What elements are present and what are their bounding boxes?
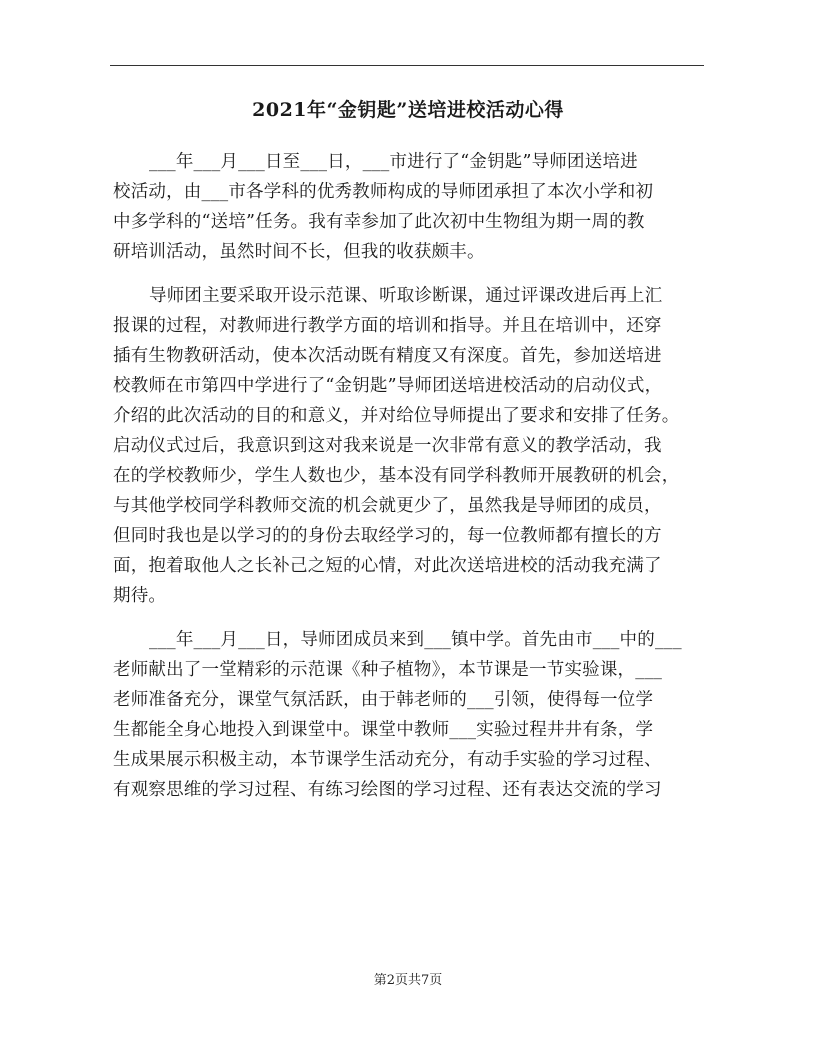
- paragraph-line: 校教师在市第四中学进行了“金钥匙”导师团送培进校活动的启动仪式，: [113, 376, 663, 396]
- paragraph-line: 面，抱着取他人之长补己之短的心情，对此次送培进校的活动我充满了: [113, 556, 662, 576]
- paragraph-line: 插有生物教研活动，使本次活动既有精度又有深度。首先，参加送培进: [113, 346, 662, 366]
- paragraph-line: 老师准备充分，课堂气氛活跃，由于韩老师的___引领，使得每一位学: [113, 690, 654, 710]
- page-number: 第2页共7页: [373, 973, 443, 988]
- document-body: [113, 147, 703, 819]
- paragraph-1: [113, 147, 703, 267]
- paragraph-line: ___年___月___日，导师团成员来到___镇中学。首先由市___中的___: [149, 630, 682, 650]
- paragraph-line: 在的学校教师少，学生人数也少，基本没有同学科教师开展教研的机会，: [113, 466, 680, 486]
- paragraph-2: [113, 281, 703, 611]
- paragraph-line: 期待。: [113, 586, 167, 606]
- document-title: 2021年“金钥匙”送培进校活动心得: [252, 99, 564, 121]
- paragraph-3: [113, 625, 703, 805]
- paragraph-line: 中多学科的“送培”任务。我有幸参加了此次初中生物组为期一周的教: [113, 212, 645, 232]
- paragraph-line: 导师团主要采取开设示范课、听取诊断课，通过评课改进后再上汇: [149, 286, 663, 306]
- paragraph-line: ___年___月___日至___日，___市进行了“金钥匙”导师团送培进: [149, 152, 638, 172]
- paragraph-line: 与其他学校同学科教师交流的机会就更少了，虽然我是导师团的成员，: [113, 496, 662, 516]
- paragraph-line: 校活动，由___市各学科的优秀教师构成的导师团承担了本次小学和初: [113, 182, 654, 202]
- paragraph-line: 但同时我也是以学习的的身份去取经学习的，每一位教师都有擅长的方: [113, 526, 662, 546]
- paragraph-line: 有观察思维的学习过程、有练习绘图的学习过程、还有表达交流的学习: [113, 780, 662, 800]
- header-rule: [110, 65, 704, 66]
- paragraph-line: 报课的过程，对教师进行教学方面的培训和指导。并且在培训中，还穿: [113, 316, 662, 336]
- paragraph-line: 启动仪式过后，我意识到这对我来说是一次非常有意义的教学活动，我: [113, 436, 662, 456]
- paragraph-line: 老师献出了一堂精彩的示范课《种子植物》，本节课是一节实验课，___: [113, 660, 663, 680]
- paragraph-line: 生成果展示积极主动，本节课学生活动充分，有动手实验的学习过程、: [113, 750, 662, 770]
- paragraph-line: 研培训活动，虽然时间不长，但我的收获颇丰。: [113, 242, 485, 262]
- paragraph-line: 生都能全身心地投入到课堂中。课堂中教师___实验过程井井有条，学: [113, 720, 654, 740]
- paragraph-line: 介绍的此次活动的目的和意义，并对给位导师提出了要求和安排了任务。: [113, 406, 680, 426]
